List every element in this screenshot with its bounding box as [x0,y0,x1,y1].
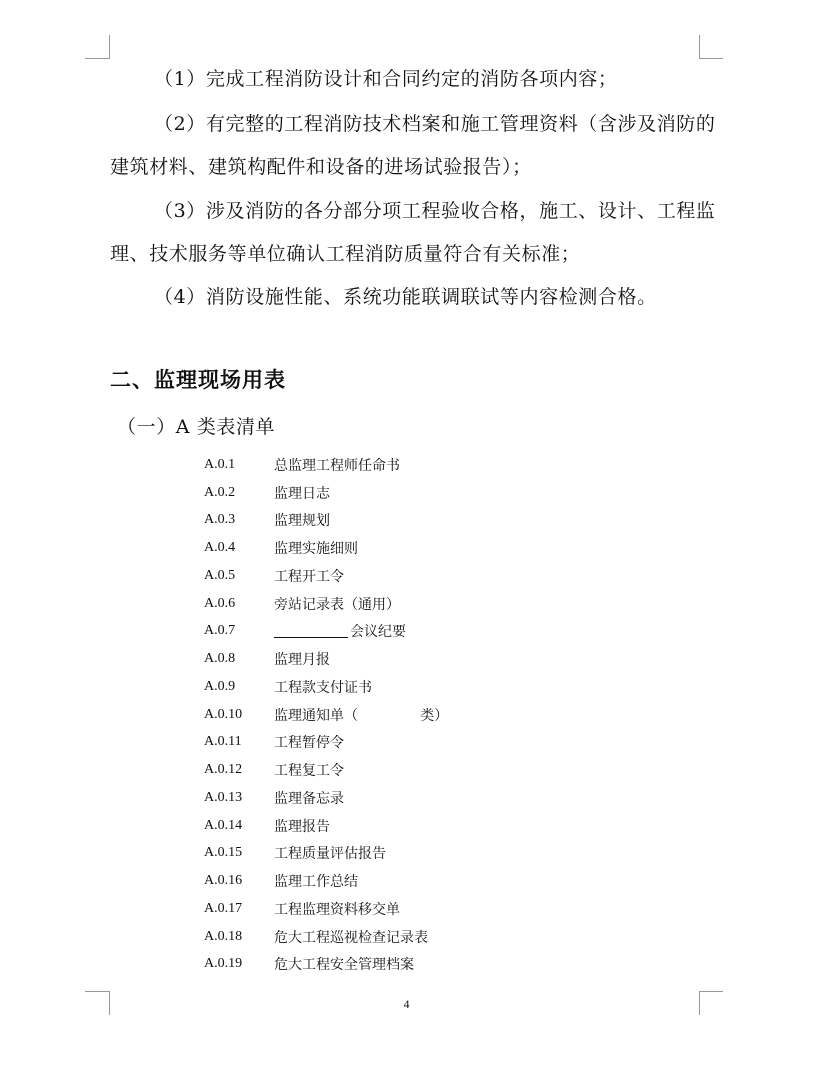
list-item-name: 监理月报 [274,652,330,669]
list-item [204,729,624,757]
paragraph-3-line-2: 理、技术服务等单位确认工程消防质量符合有关标准； [110,243,581,265]
list-item-name: 工程暂停令 [274,735,344,752]
list-item-code: A.0.11 [204,734,242,750]
list-item-code: A.0.2 [204,484,236,500]
paragraph-2 [110,103,716,189]
list-item [204,895,624,923]
list-item-code: A.0.14 [204,817,243,833]
list-item-name: 工程监理资料移交单 [274,901,400,918]
list-item [204,951,624,979]
list-item [204,673,624,701]
paragraph-3 [110,190,716,276]
paragraph-2-line-2: 建筑材料、建筑构配件和设备的进场试验报告）； [110,156,532,178]
section-heading: 二、监理现场用表 [110,368,286,392]
list-item [204,645,624,673]
fill-in-blank [274,625,348,638]
list-item [204,590,624,618]
list-item-name: 工程质量评估报告 [274,846,386,863]
list-item [204,867,624,895]
list-item-name: 监理工作总结 [274,874,358,891]
list-item-code: A.0.10 [204,706,243,722]
paragraph-4 [110,276,700,319]
list-item [204,451,624,479]
list-item-code: A.0.18 [204,928,243,944]
list-item-code: A.0.13 [204,789,243,805]
list-item [204,812,624,840]
list-item-code: A.0.4 [204,540,236,556]
list-item-name: 监理日志 [274,485,330,502]
list-item [204,701,624,729]
paragraph-4-text: （4）消防设施性能、系统功能联调联试等内容检测合格。 [154,286,657,308]
list-item [204,534,624,562]
list-item-code: A.0.9 [204,678,236,694]
list-item [204,479,624,507]
list-item-name: 工程款支付证书 [274,679,372,696]
list-item-name: 监理备忘录 [274,790,344,807]
list-item-code: A.0.12 [204,762,243,778]
page-number: 4 [403,997,410,1011]
list-item-name: 监理实施细则 [274,541,358,558]
list-item [204,756,624,784]
list-item-code: A.0.1 [204,456,236,472]
paragraph-1 [110,58,700,101]
list-item-code: A.0.5 [204,567,236,583]
list-item [204,784,624,812]
list-item-name: 危大工程安全管理档案 [274,957,414,974]
list-item-code: A.0.17 [204,900,243,916]
list-item [204,507,624,535]
list-item-code: A.0.8 [204,651,236,667]
table-list [204,451,624,978]
list-item-code: A.0.15 [204,845,243,861]
list-item-code: A.0.3 [204,512,236,528]
list-item-name: 监理报告 [274,818,330,835]
list-item [204,923,624,951]
list-item-name: 监理规划 [274,513,330,530]
list-item-code: A.0.16 [204,873,243,889]
paragraph-2-line-1: （2）有完整的工程消防技术档案和施工管理资料（含涉及消防的 [154,113,716,135]
list-item-name: 工程开工令 [274,568,344,585]
section-subheading: （一）A 类表清单 [117,416,276,438]
list-item-code: A.0.19 [204,956,243,972]
paragraph-3-line-1: （3）涉及消防的各分部分项工程验收合格，施工、设计、工程监 [154,200,716,222]
list-item-name: 工程复工令 [274,763,344,780]
list-item-name: 危大工程巡视检查记录表 [274,929,428,946]
paragraph-1-text: （1）完成工程消防设计和合同约定的消防各项内容； [154,68,618,90]
list-item [204,562,624,590]
list-item-code: A.0.7 [204,623,236,639]
list-item-name: 总监理工程师任命书 [274,457,400,474]
list-item [204,840,624,868]
list-item-code: A.0.6 [204,595,236,611]
list-item-name: 会议纪要 [350,624,406,641]
list-item [204,618,624,646]
list-item-name: 监理通知单（ 类） [274,707,449,724]
list-item-name: 旁站记录表（通用） [274,596,400,613]
